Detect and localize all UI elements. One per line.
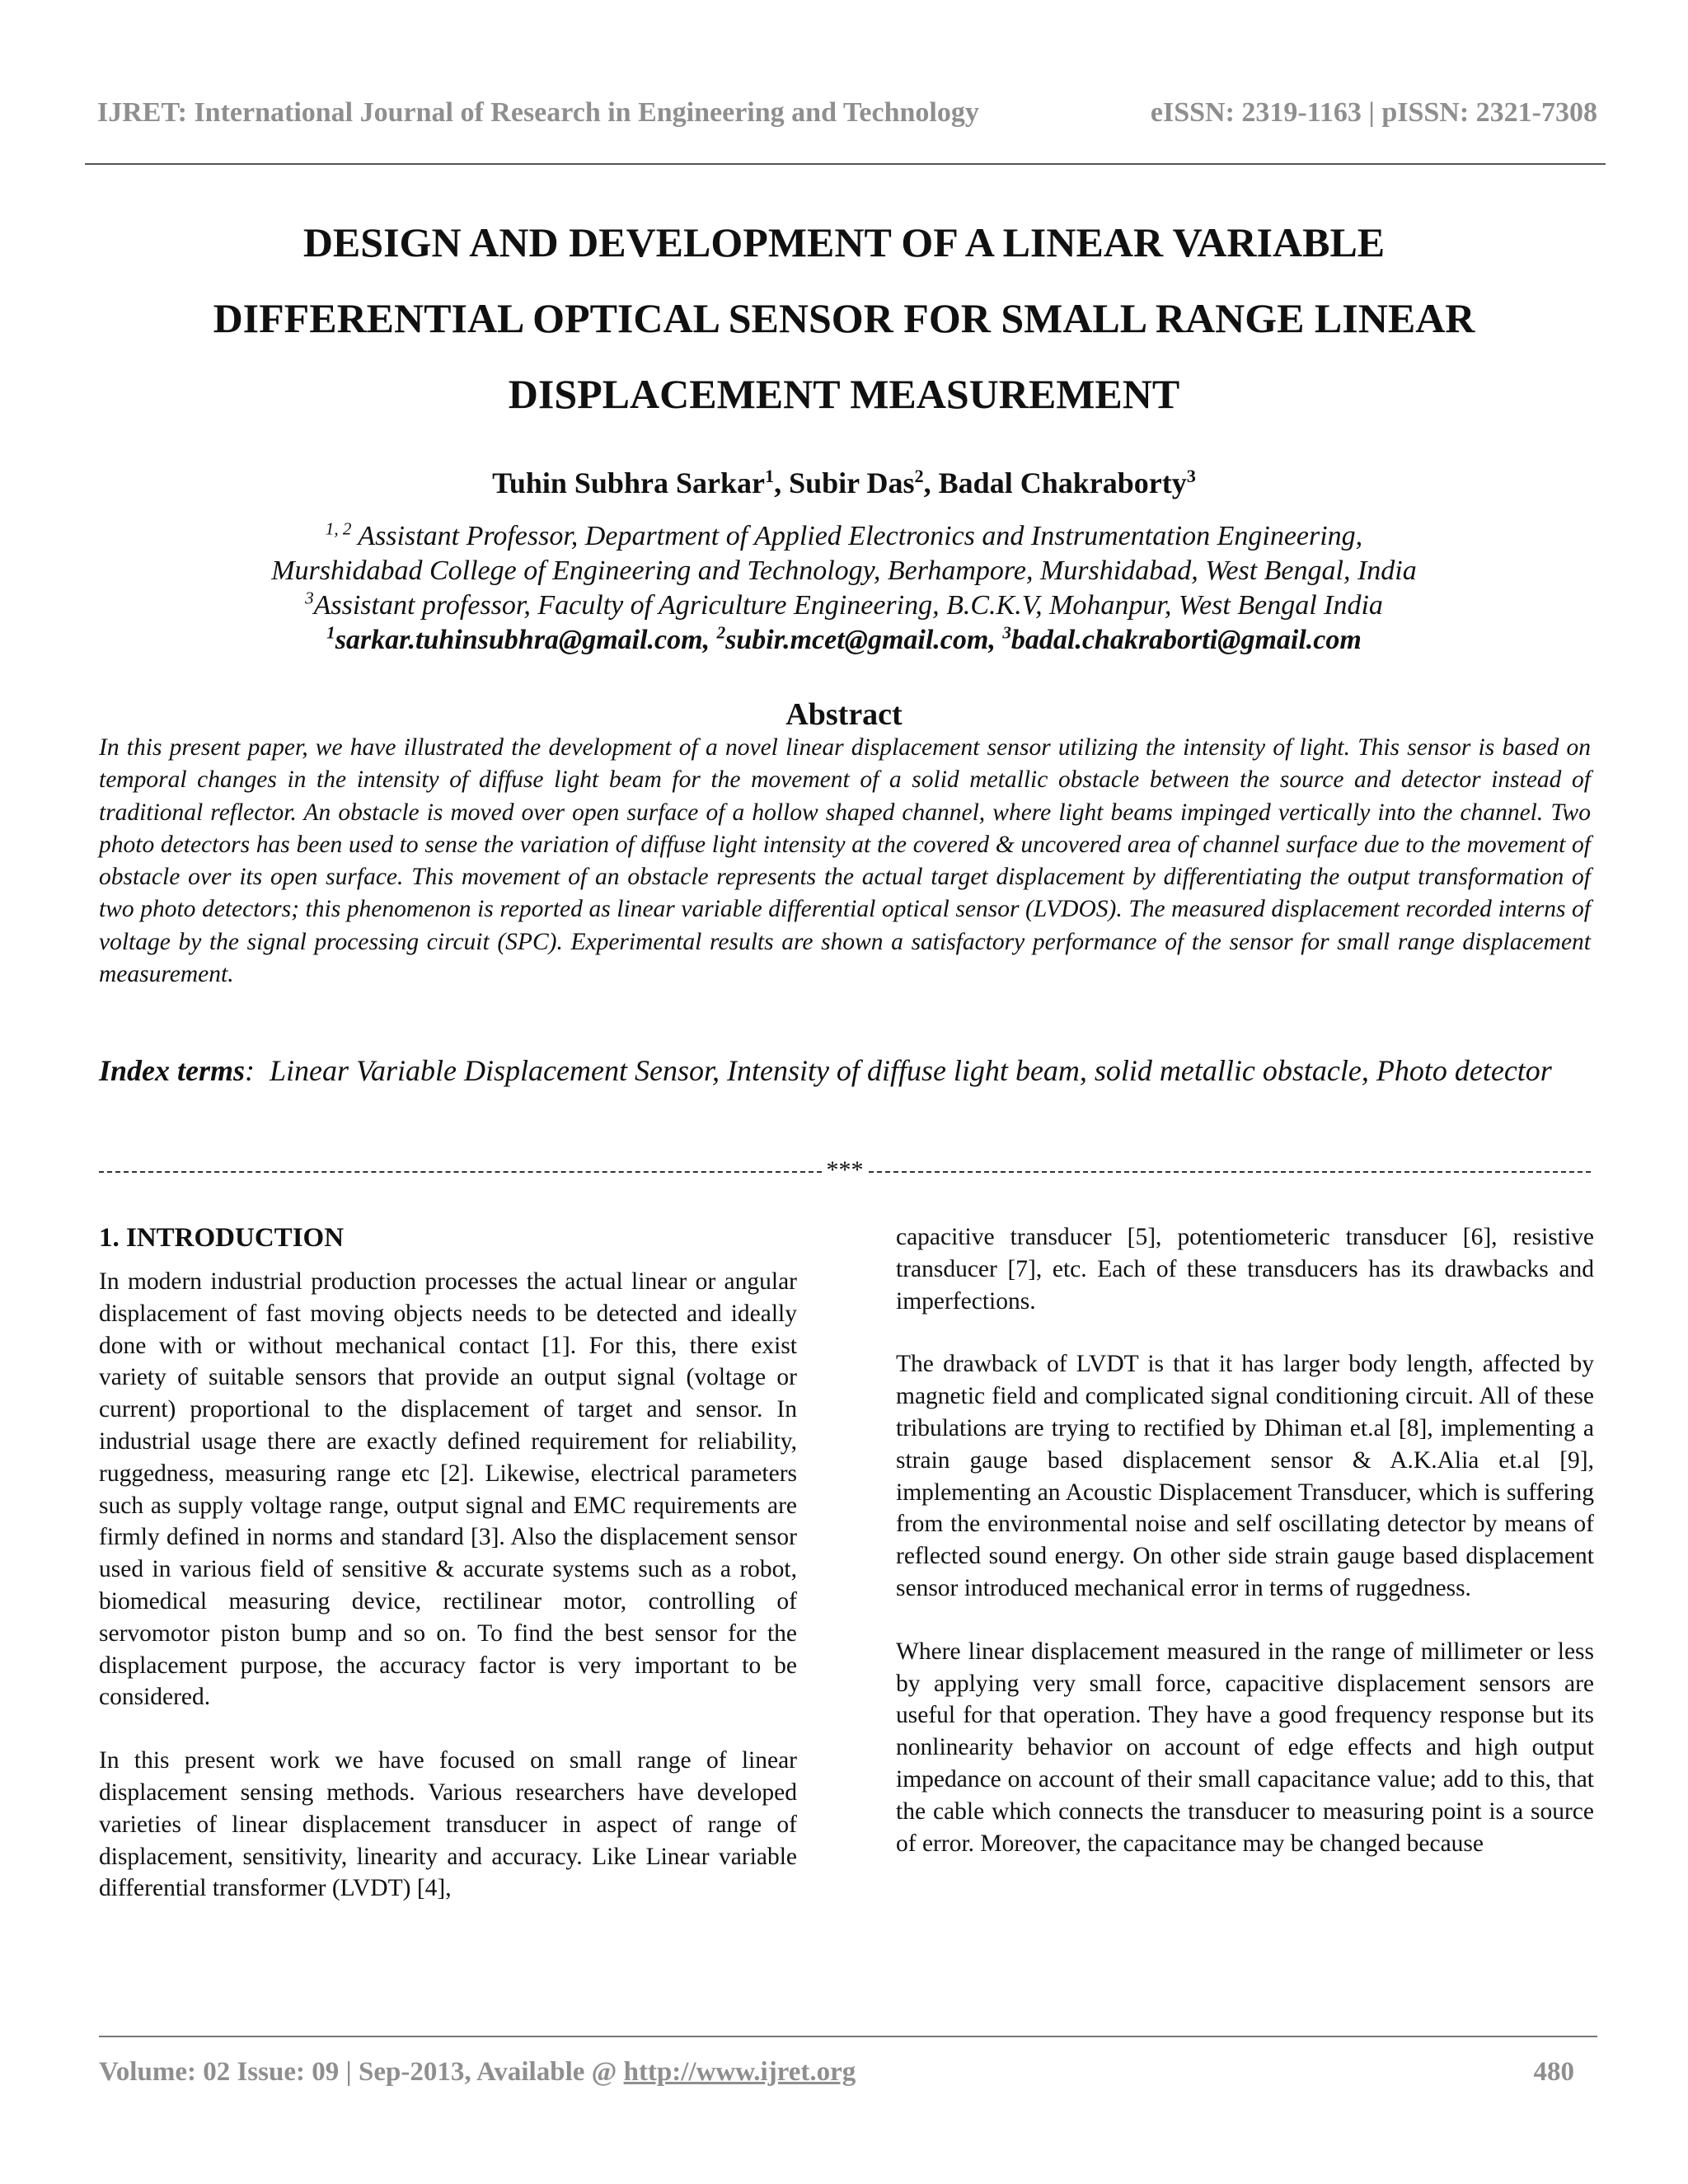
page-number: 480: [1533, 2057, 1574, 2087]
affiliations: [0, 519, 1688, 658]
author-name: Subir Das: [789, 466, 915, 499]
index-terms-label: Index terms: [99, 1054, 246, 1087]
author-emails: $^1$sarkar.tuhinsubhra@gmail.com, $^2$subir.mcet@gmail.com, $^3$badal.chakraborti@gmail.com: [326, 622, 1362, 655]
volume-info: Volume: 02 Issue: 09 | Sep-2013, Available @: [99, 2057, 624, 2087]
running-header: [97, 97, 1597, 129]
paragraph: In this present work we have focused on small range of linear displacement sensing methods. Various researchers have developed varieties of linear displacement transducer in aspect of range of displacement, sensitivity, linearity and accuracy. Like Linear variable differential transformer (LVDT) [4],: [99, 1747, 797, 1902]
abstract-text: In this present paper, we have illustrated the development of a novel linear displacement sensor utilizing the intensity of light. This sensor is based on temporal changes in the intensity of diffuse light beam for the movement of a solid metallic obstacle between the source and detector instead of traditional reflector. An obstacle is moved over open surface of a hollow shaped channel, where light beams impinged vertically into the channel. Two photo detectors has been used to sense the variation of diffuse light intensity at the covered & uncovered area of channel surface due to the movement of obstacle over its open surface. This movement of an obstacle represents the actual target displacement by differentiating the output transformation of two photo detectors; this phenomenon is reported as linear variable differential optical sensor (LVDOS). The measured displacement recorded interns of voltage by the signal processing circuit (SPC). Experimental results are shown a satisfactory performance of the sensor for small range displacement measurement.: [99, 734, 1591, 988]
paragraph: In modern industrial production processes the actual linear or angular displacement of fast moving objects needs to be detected and ideally done with or without mechanical contact [1]. For this, there exist variety of suitable sensors that provide an output signal (voltage or current) proportional to the displacement of target and sensor. In industrial usage there are exactly defined requirement for reliability, ruggedness, measuring range etc [2]. Likewise, electrical parameters such as supply voltage range, output signal and EMC requirements are firmly defined in norms and standard [3]. Also the displacement sensor used in various field of sensitive & accurate systems such as a robot, biomedical measuring device, rectilinear motor, controlling of servomotor piston bump and so on. To find the best sensor for the displacement purpose, the accuracy factor is very important to be considered.: [99, 1268, 797, 1711]
author-name: Badal Chakraborty: [938, 466, 1187, 499]
paper-title: [124, 204, 1564, 432]
right-column: [896, 1221, 1594, 1859]
issn-info: eISSN: 2319-1163 | pISSN: 2321-7308: [1150, 97, 1597, 128]
section-heading: 1. INTRODUCTION: [99, 1223, 345, 1253]
abstract-heading: Abstract: [785, 697, 903, 732]
title-line-2: DIFFERENTIAL OPTICAL SENSOR FOR SMALL RANGE LINEAR: [213, 295, 1475, 341]
affiliation-line: Murshidabad College of Engineering and Technology, Berhampore, Murshidabad, West Bengal, India: [271, 555, 1417, 586]
author-superscript: 1: [764, 466, 775, 486]
affiliation-line: $^3$Assistant professor, Faculty of Agriculture Engineering, B.C.K.V, Mohanpur, West Bengal India: [305, 588, 1383, 621]
paragraph: capacitive transducer [5], potentiometeric transducer [6], resistive transducer [7], etc. Each of these transducers has its drawbacks and imperfections.: [896, 1224, 1594, 1315]
email-link[interactable]: sarkar.tuhinsubhra@gmail.com: [335, 625, 703, 655]
left-column: [99, 1220, 797, 1905]
author-superscript: 2: [914, 466, 924, 486]
footer-rule: [99, 2036, 1597, 2037]
email-link[interactable]: badal.chakraborti@gmail.com: [1010, 625, 1362, 655]
index-terms: Index terms: Linear Variable Displacement Sensor, Intensity of diffuse light beam, solid metallic obstacle, Photo detector: [99, 1054, 1552, 1087]
separator-stars: ***: [826, 1156, 864, 1183]
author-name: Tuhin Subhra Sarkar: [492, 466, 765, 499]
journal-link[interactable]: http://www.ijret.org: [623, 2057, 856, 2087]
section-separator: [99, 1154, 1591, 1187]
index-terms-text: Linear Variable Displacement Sensor, Intensity of diffuse light beam, solid metallic obstacle, Photo detector: [270, 1054, 1552, 1087]
title-line-1: DESIGN AND DEVELOPMENT OF A LINEAR VARIABLE: [302, 219, 1386, 265]
paragraph: The drawback of LVDT is that it has larger body length, affected by magnetic field and complicated signal conditioning circuit. All of these tribulations are trying to rectified by Dhiman et.al [8], implementing a strain gauge based displacement sensor & A.K.Alia et.al [9], implementing an Acoustic Displacement Transducer, which is suffering from the environmental noise and self oscillating detector by means of reflected sound energy. On other side strain gauge based displacement sensor introduced mechanical error in terms of ruggedness.: [896, 1351, 1594, 1601]
header-rule: [85, 163, 1606, 165]
email-link[interactable]: subir.mcet@gmail.com: [725, 625, 989, 655]
journal-name: IJRET: International Journal of Research in Engineering and Technology: [97, 97, 979, 128]
affiliation-line: $^{1, 2}$ Assistant Professor, Department of Applied Electronics and Instrumentation Engineering,: [325, 518, 1363, 551]
author-superscript: 3: [1186, 466, 1196, 486]
paragraph: Where linear displacement measured in the range of millimeter or less by applying very small force, capacitive displacement sensors are useful for that operation. They have a good frequency response but its nonlinearity behavior on account of edge effects and high output impedance on account of their small capacitance value; add to this, that the cable which connects the transducer to measuring point is a source of error. Moreover, the capacitance may be changed because: [896, 1638, 1594, 1857]
title-line-3: DISPLACEMENT MEASUREMENT: [508, 371, 1180, 417]
running-footer: [99, 2057, 1574, 2088]
author-list: Tuhin Subhra Sarkar$^1$, Subir Das$^2$, Badal Chakraborty$^3$: [492, 466, 1196, 499]
